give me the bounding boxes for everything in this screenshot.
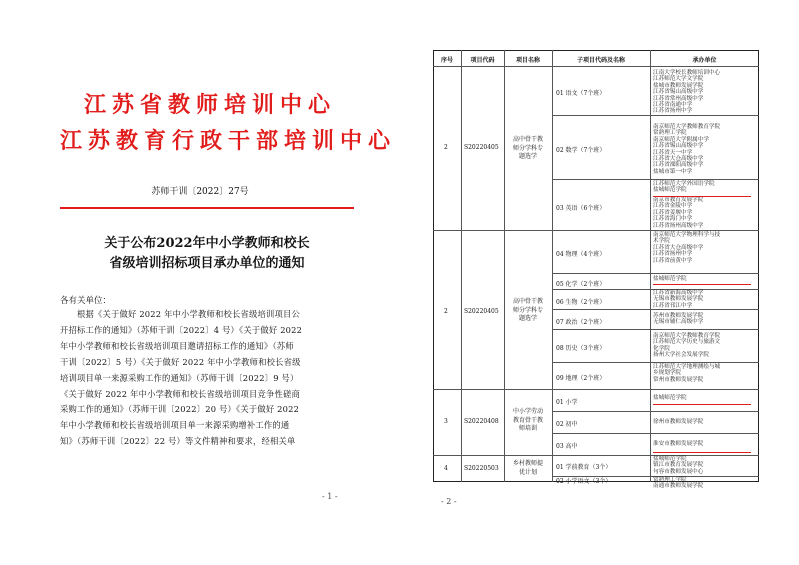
column-divider: [504, 50, 505, 482]
project-name-line: 师分学科专: [512, 306, 543, 314]
unit-name: 江苏省前黄中学: [653, 257, 693, 264]
row-divider: [552, 433, 759, 434]
body-line: 采购工作的通知》（苏师干训〔2022〕20 号）《关于做好 2022: [60, 404, 300, 415]
code-cell: S20220503: [464, 465, 499, 472]
unit-name: 江苏省天一中学: [653, 149, 693, 156]
header-name: 项目名称: [515, 57, 540, 64]
column-divider: [461, 50, 462, 482]
unit-name: 江苏省常州高级中学: [653, 95, 704, 102]
unit-list: [653, 478, 758, 489]
body-line: 《关于做好 2022 年中小学教师和校长省级培训项目竞争性磋商: [60, 388, 301, 399]
unit-name: 盐城师范学院: [653, 395, 687, 401]
issuer-header-2: 江苏教育行政干部培训中心: [60, 129, 397, 154]
project-name-line: 乡村教师提: [512, 460, 543, 467]
project-name-line: 高中骨干教: [512, 136, 543, 143]
unit-list: [653, 441, 758, 447]
unit-name: 江苏师范大学历史与旅游文: [653, 339, 721, 346]
unit-list: [653, 181, 758, 194]
subproject-cell: 04 物理（4个班）: [556, 251, 606, 258]
project-name-line: 师培训: [518, 425, 537, 432]
unit-name: 江苏省金陵中学: [653, 203, 693, 210]
unit-list: [653, 197, 758, 229]
unit-list: [653, 124, 758, 175]
row-divider: [433, 66, 759, 67]
unit-name: 江苏省溧阳高级中学: [653, 162, 704, 169]
unit-name: 江苏师范大学地理测绘与城: [653, 364, 721, 370]
unit-name: 盐城师范学院: [653, 456, 687, 462]
page-number-left: - 1 -: [322, 492, 338, 501]
subproject-cell: 02 小学语文（3个）: [556, 478, 612, 485]
project-name-line: 教育骨干教: [512, 416, 543, 424]
project-name-cell: [506, 408, 550, 434]
header-unit: 承办单位: [692, 57, 717, 64]
unit-list: [653, 232, 758, 264]
unit-name: 句容市教师发展中心: [653, 468, 704, 475]
subproject-cell: 06 生物（2个班）: [556, 299, 606, 306]
unit-list: [653, 70, 758, 115]
row-divider: [552, 329, 759, 330]
body-line: 培训项目单一来源采购工作的通知》（苏师干训〔2022〕9 号）: [60, 372, 299, 383]
subproject-cell: 05 化学（2个班）: [556, 281, 606, 288]
highlight-underline: [653, 196, 751, 197]
unit-name: 南通市教师发展学院: [653, 482, 704, 489]
project-name-line: 中小学劳动: [512, 408, 543, 415]
body-text: [60, 307, 358, 450]
unit-name: 江苏省扬州中学: [653, 108, 693, 115]
subproject-cell: 01 语文（7个班）: [556, 90, 606, 97]
seq-cell: 4: [444, 465, 448, 472]
unit-name: 南京市教育发展学院: [653, 197, 704, 203]
unit-name: 盐城师范学院: [653, 187, 687, 194]
body-line: 开招标工作的通知》（苏师干训〔2022〕4 号）《关于做好 2022: [60, 324, 303, 335]
unit-list: [653, 333, 758, 359]
unit-name: 常熟理工学院: [653, 477, 687, 483]
document-number: 苏师干训〔2022〕27号: [151, 187, 249, 197]
unit-name: 江苏省南通中学: [653, 102, 693, 109]
unit-name: 江苏省扬州中学: [653, 251, 693, 258]
project-name-cell: [506, 460, 550, 477]
body-line: 知》（苏师干训〔2022〕22 号）等文件精神和要求，经相关单: [60, 436, 296, 447]
unit-name: 南京师范大学教师教育学院: [653, 124, 721, 130]
unit-list: [653, 313, 758, 326]
subproject-cell: 01 学前教育（3个）: [556, 464, 612, 471]
body-line: 干训〔2022〕5 号）《关于做好 2022 年中小学教师和校长省级: [60, 356, 301, 367]
project-name-line: 优计划: [518, 468, 537, 476]
issuer-header-1: 江苏省教师培训中心: [83, 93, 336, 118]
subproject-cell: 03 英语（6个班）: [556, 205, 606, 212]
subproject-cell: 03 高中: [556, 443, 578, 450]
subproject-cell: 07 政治（2个班）: [556, 319, 606, 326]
header-subproject: 子项目代码及名称: [576, 57, 625, 64]
unit-name: 江苏省锡山高级中学: [653, 143, 704, 150]
unit-name: 江苏师范大学文学院: [653, 76, 704, 83]
unit-name: 常州市教师发展学院: [653, 376, 704, 383]
unit-name: 江苏省大仓高级中学: [653, 244, 704, 251]
subproject-cell: 01 小学: [556, 399, 578, 406]
unit-name: 南京师范大学物理科学与技: [653, 232, 721, 238]
unit-name: 镇江市教育发展学院: [653, 462, 704, 469]
project-name-line: 高中骨干教: [512, 298, 543, 305]
unit-name: 江苏省邗江中学: [653, 302, 693, 309]
seq-cell: 2: [444, 144, 448, 151]
row-divider: [433, 230, 759, 231]
row-divider: [552, 362, 759, 363]
unit-list: [653, 456, 758, 475]
unit-list: [653, 364, 758, 383]
project-name-cell: [506, 298, 550, 324]
seq-cell: 3: [444, 418, 448, 425]
unit-list: [653, 419, 758, 425]
unit-name: 徐州市教师发展学院: [653, 419, 704, 425]
unit-name: 常熟理工学院: [653, 130, 687, 137]
unit-name: 苏州市教师发展学院: [653, 313, 704, 319]
unit-name: 江苏省新海高级中学: [653, 290, 704, 296]
highlight-underline: [653, 452, 751, 453]
unit-name: 江苏省姜堰中学: [653, 209, 693, 216]
unit-name: 江苏省海门中学: [653, 216, 693, 223]
unit-list: [653, 290, 758, 309]
project-name-cell: [506, 136, 550, 162]
red-divider: [60, 207, 354, 209]
row-divider: [552, 273, 759, 274]
unit-name: 江南大学校长教师培训中心: [653, 70, 721, 76]
row-divider: [433, 389, 759, 390]
row-divider: [552, 411, 759, 412]
unit-list: [653, 276, 758, 282]
unit-name: 南京师范大学教师教育学院: [653, 333, 721, 339]
unit-list: [653, 395, 758, 401]
page-number-right: - 2 -: [441, 497, 457, 506]
code-cell: S20220405: [464, 308, 499, 315]
subproject-cell: 09 地理（2个班）: [556, 375, 606, 382]
header-seq: 序号: [440, 57, 453, 64]
unit-name: 无锡市辅仁高级中学: [653, 319, 704, 326]
row-divider: [552, 115, 759, 116]
notice-title-line1: 关于公布2022年中小学教师和校长: [104, 236, 310, 251]
unit-name: 盐城市教师发展学院: [653, 82, 704, 89]
unit-name: 扬州大学社会发展学院: [653, 352, 709, 359]
unit-name: 江苏省锡山高级中学: [653, 89, 704, 96]
subproject-cell: 08 历史（3个班）: [556, 345, 606, 352]
unit-name: 术学院: [653, 238, 670, 245]
unit-name: 江苏省大仓高级中学: [653, 156, 704, 163]
notice-title-line2: 省级培训招标项目承办单位的通知: [109, 256, 305, 271]
highlight-underline: [653, 284, 751, 285]
salutation: 各有关单位：: [60, 296, 112, 306]
unit-name: 南京师范大学附属中学: [653, 136, 709, 143]
unit-name: 化学院: [653, 345, 670, 352]
subproject-cell: 02 初中: [556, 421, 578, 428]
row-divider: [552, 179, 759, 180]
body-line: 根据《关于做好 2022 年中小学教师和校长省级培训项目公: [77, 309, 301, 319]
project-name-line: 题选学: [518, 153, 537, 160]
unit-name: 无锡市教师发展学院: [653, 296, 704, 303]
unit-name: 盐城市第一中学: [653, 168, 693, 175]
subproject-cell: 02 数学（7个班）: [556, 147, 606, 154]
project-name-line: 题选学: [518, 315, 537, 322]
code-cell: S20220408: [464, 418, 499, 425]
unit-name: 淮安市教师发展学院: [653, 441, 704, 447]
unit-name: 江苏师范大学外国语学院: [653, 181, 715, 187]
seq-cell: 2: [444, 308, 448, 315]
unit-name: 江苏省扬州高级中学: [653, 222, 704, 229]
unit-name: 乡规划学院: [653, 370, 681, 377]
highlight-underline: [653, 404, 751, 405]
unit-name: 盐城师范学院: [653, 276, 687, 282]
body-line: 年中小学教师和校长省级培训项目单一来源采购增补工作的通: [60, 420, 290, 431]
code-cell: S20220405: [464, 144, 499, 151]
project-name-line: 师分学科专: [512, 144, 543, 152]
header-code: 项目代码: [470, 57, 495, 64]
body-line: 年中小学教师和校长省级培训项目邀请招标工作的通知》（苏师: [60, 340, 294, 351]
